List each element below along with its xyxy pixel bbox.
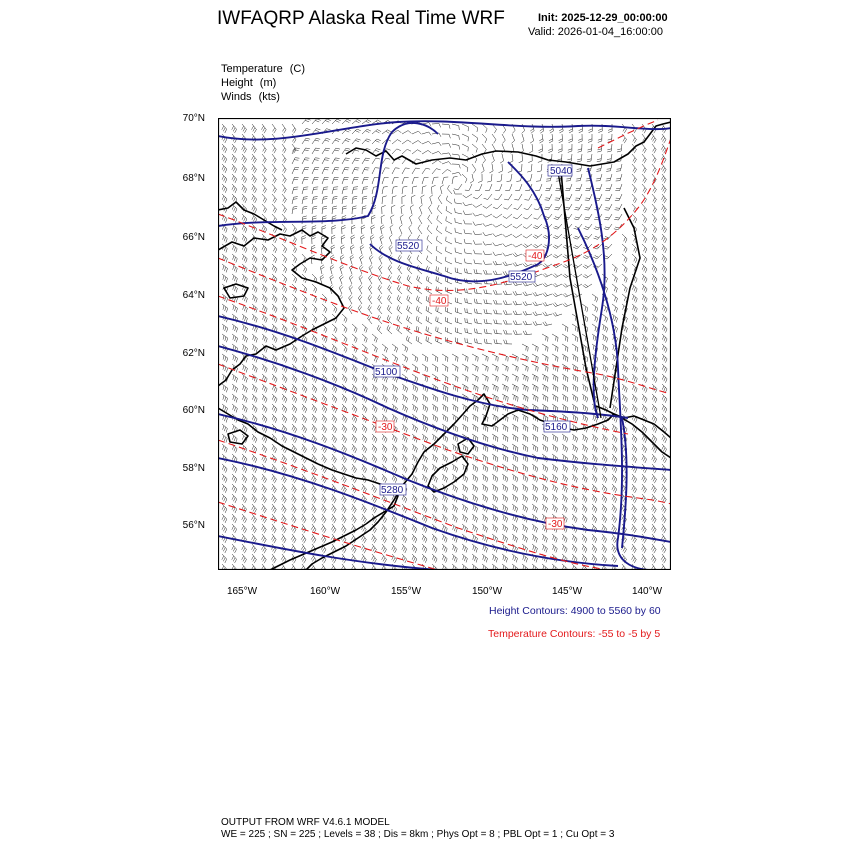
- lat-label-64: 64°N: [182, 290, 205, 301]
- valid-time: Valid: 2026-01-04_16:00:00: [528, 26, 663, 38]
- field-unit: (C): [289, 63, 306, 75]
- lat-label-56: 56°N: [182, 520, 205, 531]
- height-label: 5100: [375, 367, 398, 378]
- height-label: 5520: [397, 241, 420, 252]
- model-info-line1: OUTPUT FROM WRF V4.6.1 MODEL: [221, 817, 390, 828]
- lat-label-60: 60°N: [182, 405, 205, 416]
- height-label: 5520: [510, 272, 533, 283]
- field-temperature: [221, 63, 305, 75]
- lon-label-160: 160°W: [309, 586, 341, 597]
- lat-label-62: 62°N: [182, 348, 205, 359]
- temperature-label: -40: [528, 251, 543, 262]
- field-name: Winds: [221, 91, 252, 103]
- chart-title: IWFAQRP Alaska Real Time WRF: [217, 8, 505, 29]
- temperature-contour-info: Temperature Contours: -55 to -5 by 5: [488, 628, 661, 640]
- lon-label-155: 155°W: [390, 586, 422, 597]
- lat-label-68: 68°N: [182, 173, 205, 184]
- lon-label-165: 165°W: [226, 586, 258, 597]
- field-unit: (kts): [258, 91, 280, 103]
- lon-label-150: 150°W: [471, 586, 503, 597]
- temperature-label: -30: [378, 422, 393, 433]
- height-contour-info: Height Contours: 4900 to 5560 by 60: [489, 605, 661, 617]
- model-info-line2: WE = 225 ; SN = 225 ; Levels = 38 ; Dis = 8km ; Phys Opt = 8 ; PBL Opt = 1 ; Cu Opt = 3: [221, 829, 615, 840]
- field-name: Temperature: [221, 63, 283, 75]
- field-name: Height: [221, 77, 253, 89]
- weather-map: [218, 118, 671, 570]
- init-time: Init: 2025-12-29_00:00:00: [538, 12, 668, 24]
- lat-label-70: 70°N: [182, 113, 205, 124]
- temperature-label: -30: [548, 519, 563, 530]
- height-label: 5280: [381, 485, 404, 496]
- lon-label-140: 140°W: [631, 586, 663, 597]
- height-label: 5160: [545, 422, 568, 433]
- temperature-label: -40: [432, 296, 447, 307]
- lat-label-66: 66°N: [182, 232, 205, 243]
- height-label: 5040: [550, 166, 573, 177]
- field-winds: [221, 91, 280, 103]
- field-unit: (m): [259, 77, 277, 89]
- lat-label-58: 58°N: [182, 463, 205, 474]
- field-height: [221, 77, 276, 89]
- lon-label-145: 145°W: [551, 586, 583, 597]
